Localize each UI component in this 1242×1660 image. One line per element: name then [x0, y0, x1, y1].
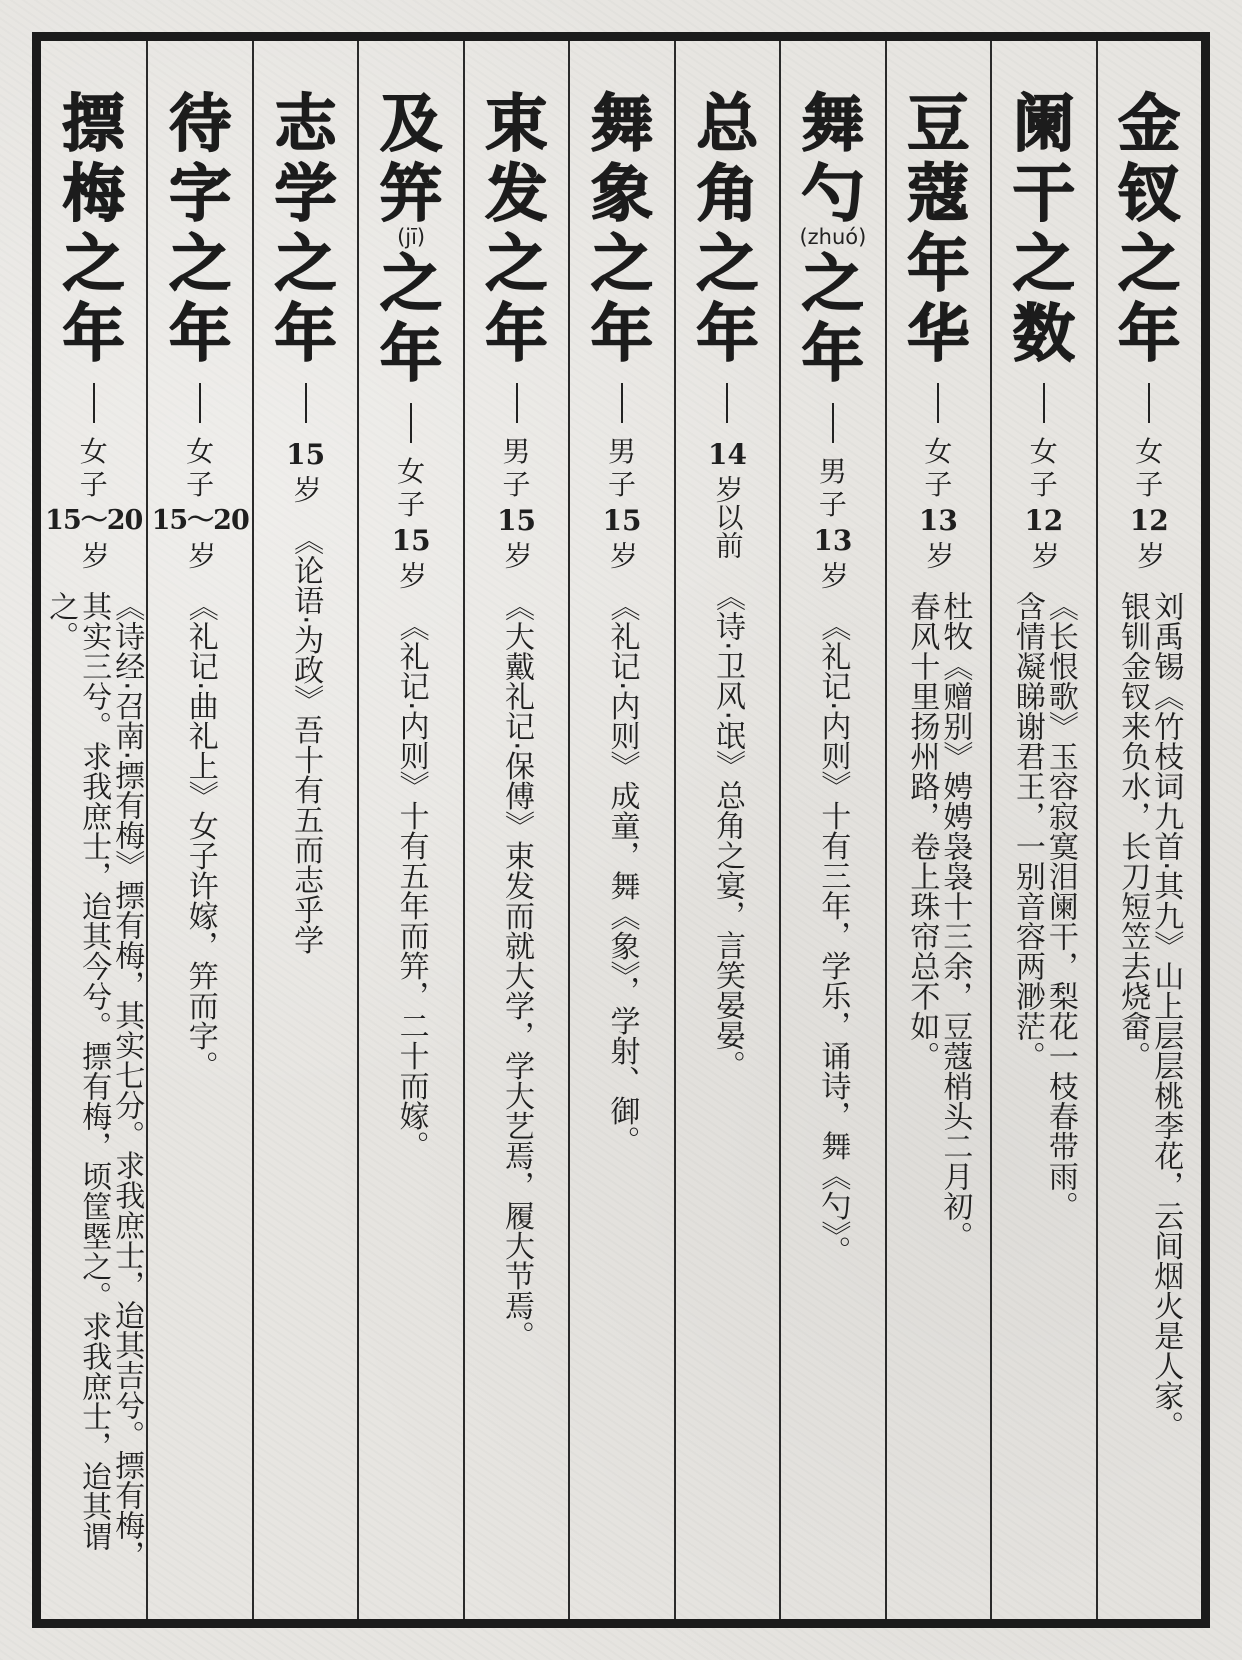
term-title-char: 年 [907, 227, 970, 300]
term-column [568, 41, 673, 1619]
term-title-char: 勺 [801, 157, 864, 230]
gender-label: 子 [397, 488, 426, 521]
age-unit: 岁 [500, 541, 534, 569]
dash-divider [410, 403, 412, 443]
term-title-char: 摽 [62, 87, 125, 160]
age-unit: 岁 [1027, 541, 1061, 569]
term-title-char: 年 [274, 297, 337, 370]
term-title-char: 束 [485, 87, 548, 160]
term-column [146, 41, 251, 1619]
quote-text: 《论语·为政》吾十有五而志乎学 [288, 525, 324, 955]
table-frame [32, 32, 1210, 1628]
term-title [169, 89, 231, 369]
age-unit: 岁 [395, 561, 429, 589]
dash-divider [832, 403, 834, 443]
quote-text: 刘禹锡《竹枝词九首·其九》山上层层桃李花，云间烟火是人家。 银钏金钗来负水，长刀短笠去烧畲。 [1115, 591, 1184, 1441]
term-column [1096, 41, 1201, 1619]
term-title [799, 89, 866, 389]
age-info [45, 435, 142, 569]
term-title-char: 年 [169, 297, 232, 370]
term-title-char: 之 [1012, 227, 1075, 300]
gender-label: 男 [607, 435, 636, 468]
age-value: 15 [391, 524, 431, 557]
pinyin-annotation: (jī) [397, 225, 426, 249]
gender-label: 子 [1135, 468, 1164, 501]
term-title-char: 干 [1012, 157, 1075, 230]
quote-text: 《诗·卫风·氓》总角之宴，言笑晏晏。 [709, 581, 745, 1081]
term-title-char: 总 [696, 87, 759, 160]
dash-divider [1148, 383, 1150, 423]
term-title-char: 年 [1118, 297, 1181, 370]
quote-text: 《长恨歌》玉容寂寞泪阑干，梨花一枝春带雨。 含情凝睇谢君王，一别音容两渺茫。 [1009, 591, 1078, 1221]
term-title-char: 年 [696, 297, 759, 370]
term-title-char: 之 [169, 227, 232, 300]
dash-divider [1043, 383, 1045, 423]
term-column [885, 41, 990, 1619]
gender-label: 子 [818, 488, 847, 521]
age-unit: 岁 [606, 541, 639, 569]
age-info [602, 435, 642, 569]
term-title-char: 数 [1012, 297, 1075, 370]
age-info [152, 435, 249, 569]
gender-label: 女 [397, 455, 426, 488]
term-title [907, 89, 969, 369]
term-title-char: 舞 [591, 87, 654, 160]
gender-label: 女 [186, 435, 215, 468]
term-title-char: 梅 [62, 157, 125, 230]
term-title-char: 字 [169, 157, 232, 230]
term-title-char: 年 [380, 317, 443, 390]
gender-label: 子 [607, 468, 636, 501]
term-column [357, 41, 462, 1619]
age-value: 15 [602, 504, 642, 537]
quote-text: 《礼记·内则》十有三年，学乐，诵诗，舞《勺》。 [815, 611, 851, 1266]
quote-text: 《礼记·内则》成童，舞《象》，学射、御。 [604, 591, 640, 1156]
term-title-char: 蔻 [907, 157, 970, 230]
quote-text: 《礼记·曲礼上》女子许嫁，笄而字。 [182, 591, 218, 1081]
age-unit: 岁 [922, 541, 956, 569]
gender-label: 女 [1135, 435, 1164, 468]
age-info [918, 435, 958, 569]
term-title-char: 及 [380, 87, 443, 160]
term-title [696, 89, 758, 369]
quote-text: 《诗经·召南·摽有梅》摽有梅，其实七分。求我庶士，迨其吉兮。摽有梅， 其实三兮。求我庶士，迨其今兮。摽有梅，顷筐塈之。求我庶士，迨其谓之。 [43, 591, 145, 1571]
age-value: 12 [1129, 504, 1169, 537]
age-value: 15～20 [151, 505, 249, 536]
term-title-char: 年 [62, 297, 125, 370]
term-title [591, 89, 653, 369]
dash-divider [621, 383, 623, 423]
age-info [1024, 435, 1064, 569]
age-info [391, 455, 431, 589]
age-unit: 岁 [184, 541, 218, 569]
age-unit: 岁 [816, 561, 850, 589]
term-title-char: 待 [169, 87, 232, 160]
term-title-char: 志 [274, 87, 337, 160]
dash-divider [93, 383, 95, 423]
term-title-char: 发 [485, 157, 548, 230]
term-title-char: 阑 [1012, 87, 1075, 160]
age-value: 15～20 [45, 505, 143, 536]
term-title [63, 89, 125, 369]
term-title-char: 钗 [1118, 157, 1181, 230]
term-title-char: 之 [380, 247, 443, 320]
age-unit: 岁 [77, 541, 111, 569]
term-title-char: 豆 [907, 87, 970, 160]
gender-label: 女 [79, 435, 108, 468]
term-title-char: 之 [801, 247, 864, 320]
dash-divider [726, 383, 728, 423]
term-title-char: 年 [485, 297, 548, 370]
term-title-char: 之 [591, 227, 654, 300]
term-title [380, 89, 442, 389]
gender-label: 女 [1029, 435, 1058, 468]
gender-label: 子 [502, 468, 531, 501]
age-value: 15 [286, 438, 326, 471]
age-info [1129, 435, 1169, 569]
age-unit: 岁 [1133, 541, 1167, 569]
term-title-char: 金 [1118, 87, 1181, 160]
term-column [674, 41, 779, 1619]
term-title [486, 89, 548, 369]
term-title [1013, 89, 1075, 369]
term-title-char: 年 [801, 317, 864, 390]
pinyin-annotation: (zhuó) [799, 225, 867, 249]
age-value: 13 [813, 524, 853, 557]
term-column [463, 41, 568, 1619]
dash-divider [516, 383, 518, 423]
age-value: 13 [918, 504, 958, 537]
age-value: 14 [707, 438, 747, 471]
gender-label: 子 [79, 468, 108, 501]
quote-text: 《大戴礼记·保傅》束发而就大学，学大艺焉，履大节焉。 [499, 591, 535, 1351]
age-info [707, 435, 747, 559]
quote-text: 杜牧《赠别》娉娉袅袅十三余，豆蔻梢头二月初。 春风十里扬州路，卷上珠帘总不如。 [904, 591, 973, 1251]
term-title-char: 华 [907, 297, 970, 370]
age-info [497, 435, 537, 569]
age-unit: 岁以前 [711, 475, 745, 559]
term-title-char: 舞 [801, 87, 864, 160]
dash-divider [305, 383, 307, 423]
gender-label: 男 [818, 455, 847, 488]
term-title-char: 之 [1118, 227, 1181, 300]
gender-label: 男 [502, 435, 531, 468]
gender-label: 子 [186, 468, 215, 501]
term-column [990, 41, 1095, 1619]
age-info [813, 455, 853, 589]
gender-label: 女 [924, 435, 953, 468]
term-column [252, 41, 357, 1619]
dash-divider [937, 383, 939, 423]
term-title-char: 学 [274, 157, 337, 230]
term-title-char: 之 [696, 227, 759, 300]
term-title-char: 之 [274, 227, 337, 300]
term-title-char: 年 [591, 297, 654, 370]
quote-text: 《礼记·内则》十有五年而笄，二十而嫁。 [393, 611, 429, 1161]
term-title-char: 角 [696, 157, 759, 230]
age-unit: 岁 [289, 475, 323, 503]
age-info [286, 435, 326, 503]
term-title-char: 笄 [380, 157, 443, 230]
gender-label: 子 [1029, 468, 1058, 501]
age-value: 15 [497, 504, 537, 537]
gender-label: 子 [924, 468, 953, 501]
term-title-char: 之 [485, 227, 548, 300]
term-title-char: 之 [62, 227, 125, 300]
term-column [779, 41, 884, 1619]
term-title-char: 象 [591, 157, 654, 230]
age-value: 12 [1024, 504, 1064, 537]
term-title [1118, 89, 1180, 369]
dash-divider [199, 383, 201, 423]
term-column [41, 41, 146, 1619]
term-title [275, 89, 337, 369]
